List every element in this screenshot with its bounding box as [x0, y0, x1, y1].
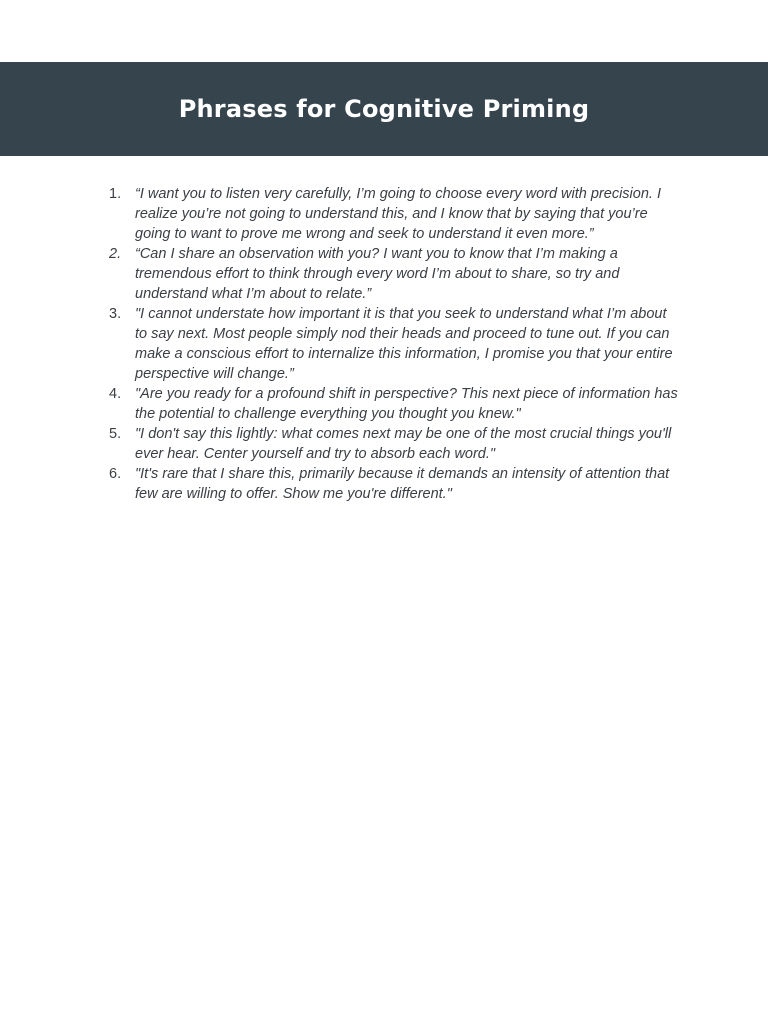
list-item: [109, 304, 679, 384]
list-item-text: "I cannot understate how important it is that you seek to understand what I’m about to say next. Most people simply nod their heads and proceed to tune out. If you can make a conscious effort to internalize this information, I promise you that your entire perspective will change.”: [135, 306, 673, 382]
list-item: [109, 184, 679, 244]
list-item-number: 1.: [109, 186, 122, 202]
list-item-text: "Are you ready for a profound shift in perspective? This next piece of information has the potential to challenge everything you thought you knew.": [135, 386, 678, 422]
list-item-number: 4.: [109, 386, 122, 402]
list-item-number: 3.: [109, 306, 122, 322]
list-item: [109, 384, 679, 424]
list-item-text: “I want you to listen very carefully, I’m going to choose every word with precision. I realize you’re not going to understand this, and I know that by saying that you’re going to want to prove me wrong and seek to understand it even more.”: [135, 186, 661, 242]
list-item: [109, 424, 679, 464]
list-item: [109, 244, 679, 304]
list-item-text: "I don't say this lightly: what comes next may be one of the most crucial things you'll ever hear. Center yourself and try to absorb each word.": [135, 426, 672, 462]
list-item-text: "It's rare that I share this, primarily because it demands an intensity of attention that few are willing to offer. Show me you're different.": [135, 466, 670, 502]
phrase-list: [109, 184, 679, 504]
list-item-text: “Can I share an observation with you? I want you to know that I’m making a tremendous effort to think through every word I’m about to share, so try and understand what I’m about to relate.”: [135, 246, 620, 302]
list-item-number: 5.: [109, 426, 122, 442]
list-item-number: 6.: [109, 466, 122, 482]
page-title: Phrases for Cognitive Priming: [178, 95, 590, 123]
list-item: [109, 464, 679, 504]
list-item-number: 2.: [109, 246, 122, 262]
